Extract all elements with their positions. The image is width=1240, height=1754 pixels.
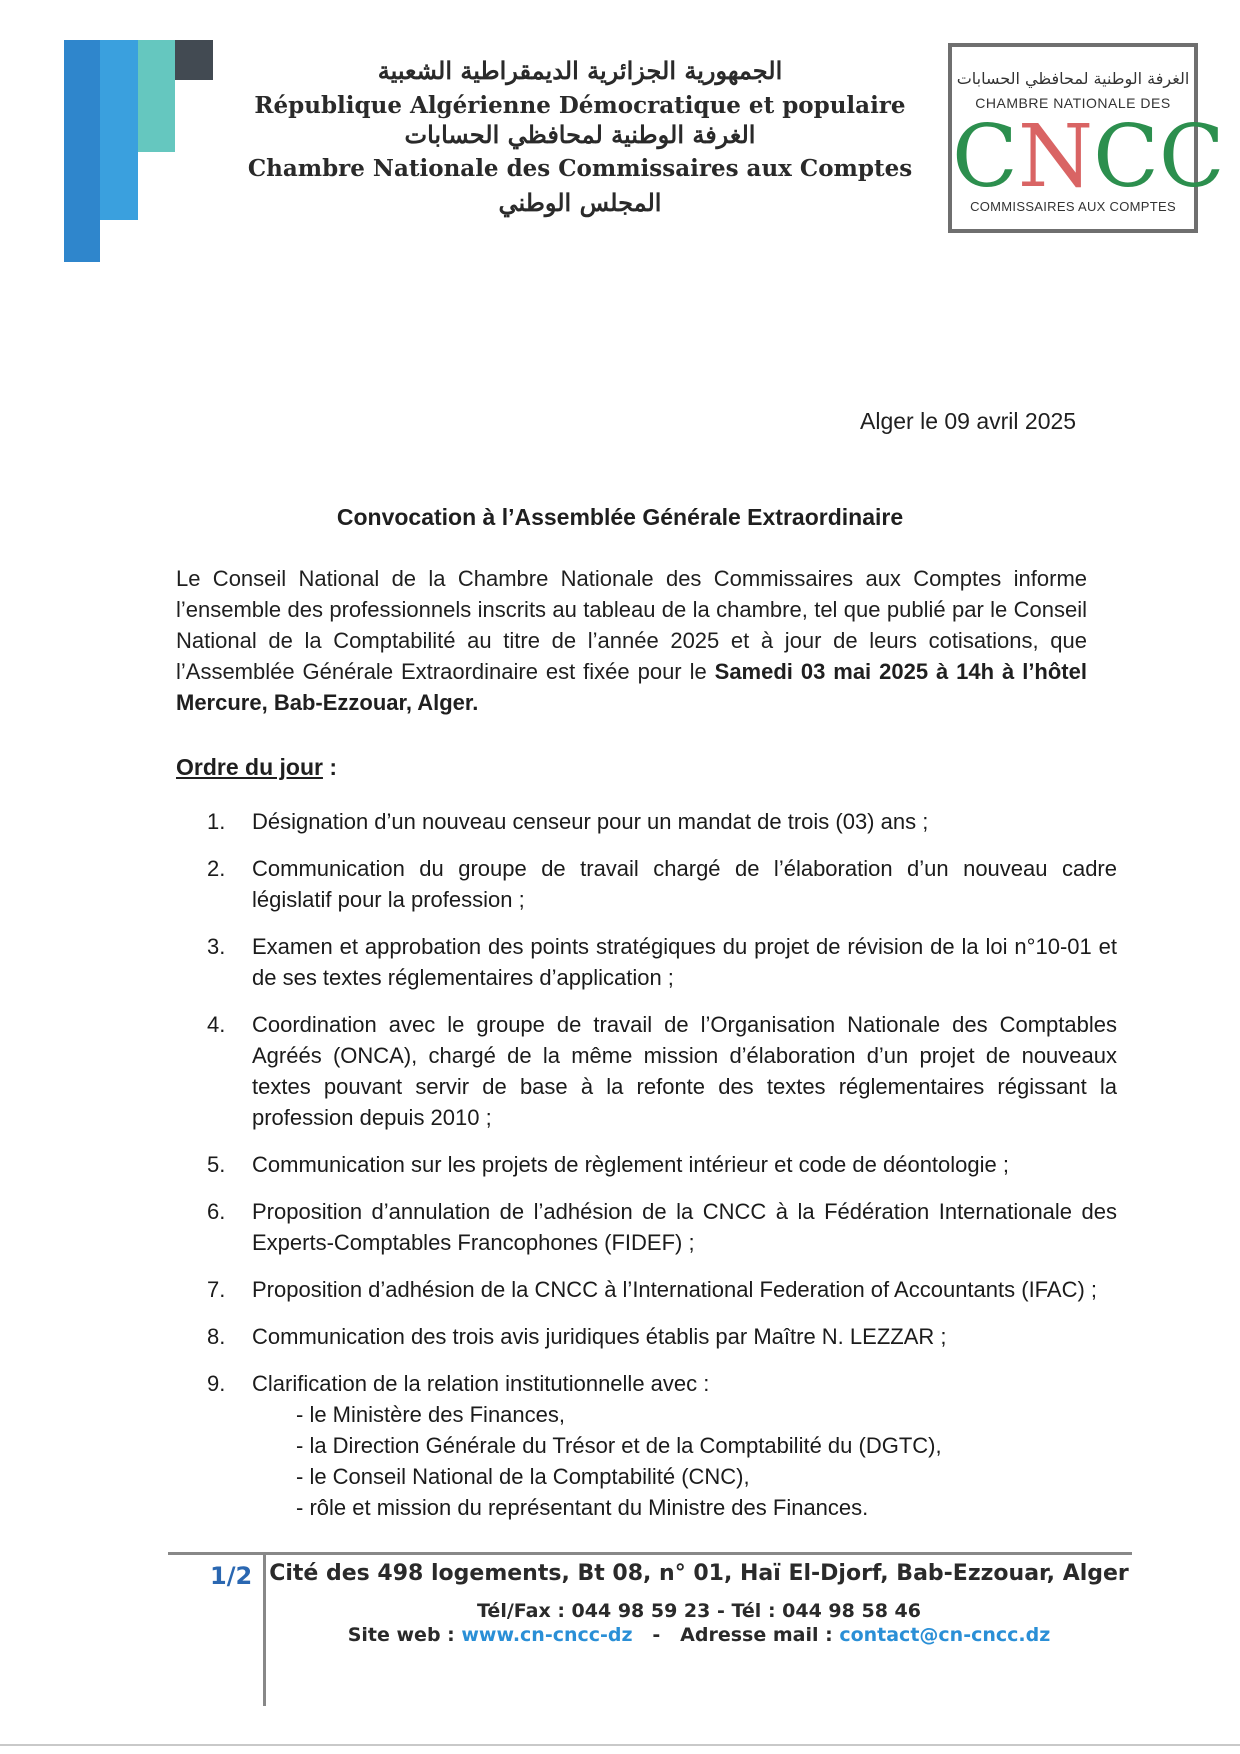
agenda-item-number: 6. — [207, 1199, 226, 1224]
footer-address: Cité des 498 logements, Bt 08, n° 01, Haï El-Djorf, Bab-Ezzouar, Alger — [269, 1561, 1129, 1586]
footer-separator: - — [632, 1624, 681, 1646]
footer-site-link[interactable]: www.cn-cncc-dz — [461, 1624, 633, 1646]
header-french-republic: République Algérienne Démocratique et populaire — [254, 92, 906, 119]
agenda-sub-item: - la Direction Générale du Trésor et de la Comptabilité du (DGTC), — [296, 1433, 942, 1458]
agenda-item-text: Désignation d’un nouveau censeur pour un mandat de trois (03) ans ; — [252, 809, 929, 834]
page-bottom-edge — [0, 1744, 1240, 1746]
footer-mail-label: Adresse mail : — [680, 1624, 840, 1646]
agenda-item — [207, 1009, 1117, 1133]
agenda-item-text: Examen et approbation des points stratégiques du projet de révision de la loi n°10-01 et de ses textes réglementaires d’application ; — [252, 934, 1117, 990]
agenda-item — [207, 1321, 1117, 1352]
agenda-list — [207, 806, 1117, 1523]
logo-block-blue-dark — [64, 40, 100, 262]
agenda-item-text: Coordination avec le groupe de travail de l’Organisation Nationale des Comptables Agréés (ONCA), chargé de la même mission d’élaboration d’un projet de nouveaux textes pouvant servir de base à la refonte des textes réglementaires régissant la profession depuis 2010 ; — [252, 1012, 1117, 1130]
logo-block-blue — [100, 40, 138, 220]
agenda-item — [207, 853, 1117, 915]
agenda-item — [207, 806, 1117, 837]
agenda-heading — [176, 752, 337, 783]
agenda-item-number: 7. — [207, 1277, 226, 1302]
agenda-heading-label: Ordre du jour — [176, 754, 323, 780]
agenda-item — [207, 1368, 1117, 1523]
header-french-chamber: Chambre Nationale des Commissaires aux Comptes — [247, 155, 913, 182]
agenda-item — [207, 931, 1117, 993]
intro-bold-text: Samedi 03 mai 2025 à 14h à l’hôtel Mercure, Bab-Ezzouar, Alger. — [176, 659, 1087, 715]
cncc-logo — [948, 43, 1225, 233]
agenda-item-number: 2. — [207, 856, 226, 881]
agenda-item-text: Communication sur les projets de règlement intérieur et code de déontologie ; — [252, 1152, 1009, 1177]
footer-contact — [266, 1624, 1132, 1646]
logo-letter: C — [1093, 107, 1159, 207]
header-arabic-chamber: الغرفة الوطنية لمحافظي الحسابات — [404, 120, 756, 149]
logo-block-grey — [175, 40, 213, 80]
header-arabic-council: المجلس الوطني — [498, 188, 662, 217]
agenda-item — [207, 1149, 1117, 1180]
agenda-item-number: 9. — [207, 1371, 226, 1396]
intro-paragraph — [176, 563, 1087, 718]
footer-mail-link[interactable]: contact@cn-cncc.dz — [839, 1624, 1051, 1646]
footer-divider — [168, 1552, 1132, 1555]
agenda-item-number: 4. — [207, 1012, 226, 1037]
agenda-heading-colon: : — [322, 754, 338, 780]
agenda-item-text: Clarification de la relation institutionnelle avec : — [252, 1371, 710, 1396]
agenda-item-number: 8. — [207, 1324, 226, 1349]
logo-arabic-text: الغرفة الوطنية لمحافظي الحسابات — [956, 69, 1190, 88]
logo-letter: C — [952, 107, 1018, 207]
document-date: Alger le 09 avril 2025 — [860, 408, 1077, 434]
header-arabic-republic: الجمهورية الجزائرية الديمقراطية الشعبية — [377, 56, 783, 85]
logo-letter: N — [1017, 107, 1094, 207]
logo-top-text: CHAMBRE NATIONALE DES — [975, 95, 1171, 111]
intro-text: Le Conseil National de la Chambre Nationale des Commissaires aux Comptes informe l’ensemble des professionnels inscrits au tableau de la chambre, tel que publié par le Conseil National de la Comptabilité au titre de l’année 2025 et à jour de leurs cotisations, que l’Assemblée Générale Extraordinaire est fixée pour le — [176, 566, 1087, 684]
logo-bottom-text: COMMISSAIRES AUX COMPTES — [970, 199, 1176, 214]
footer-site-label: Site web : — [347, 1624, 462, 1646]
logo-letter: C — [1158, 107, 1225, 207]
agenda-item-text: Communication des trois avis juridiques établis par Maître N. LEZZAR ; — [252, 1324, 947, 1349]
agenda-sub-item: - rôle et mission du représentant du Ministre des Finances. — [296, 1495, 869, 1520]
agenda-sub-item: - le Ministère des Finances, — [296, 1402, 565, 1427]
logo-block-teal — [138, 40, 175, 152]
page-number: 1/2 — [210, 1562, 253, 1590]
agenda-item-number: 3. — [207, 934, 226, 959]
footer-phones: Tél/Fax : 044 98 59 23 - Tél : 044 98 58 46 — [477, 1600, 921, 1622]
agenda-item-text: Proposition d’adhésion de la CNCC à l’International Federation of Accountants (IFAC) ; — [252, 1277, 1098, 1302]
agenda-item — [207, 1274, 1117, 1305]
agenda-item — [207, 1196, 1117, 1258]
agenda-item-text: Communication du groupe de travail chargé de l’élaboration d’un nouveau cadre législatif pour la profession ; — [252, 856, 1117, 912]
document-title: Convocation à l’Assemblée Générale Extraordinaire — [336, 504, 904, 530]
agenda-item-number: 1. — [207, 809, 226, 834]
agenda-item-text: Proposition d’annulation de l’adhésion de la CNCC à la Fédération Internationale des Experts-Comptables Francophones (FIDEF) ; — [252, 1199, 1117, 1255]
agenda-item-number: 5. — [207, 1152, 226, 1177]
agenda-sub-item: - le Conseil National de la Comptabilité (CNC), — [296, 1464, 750, 1489]
